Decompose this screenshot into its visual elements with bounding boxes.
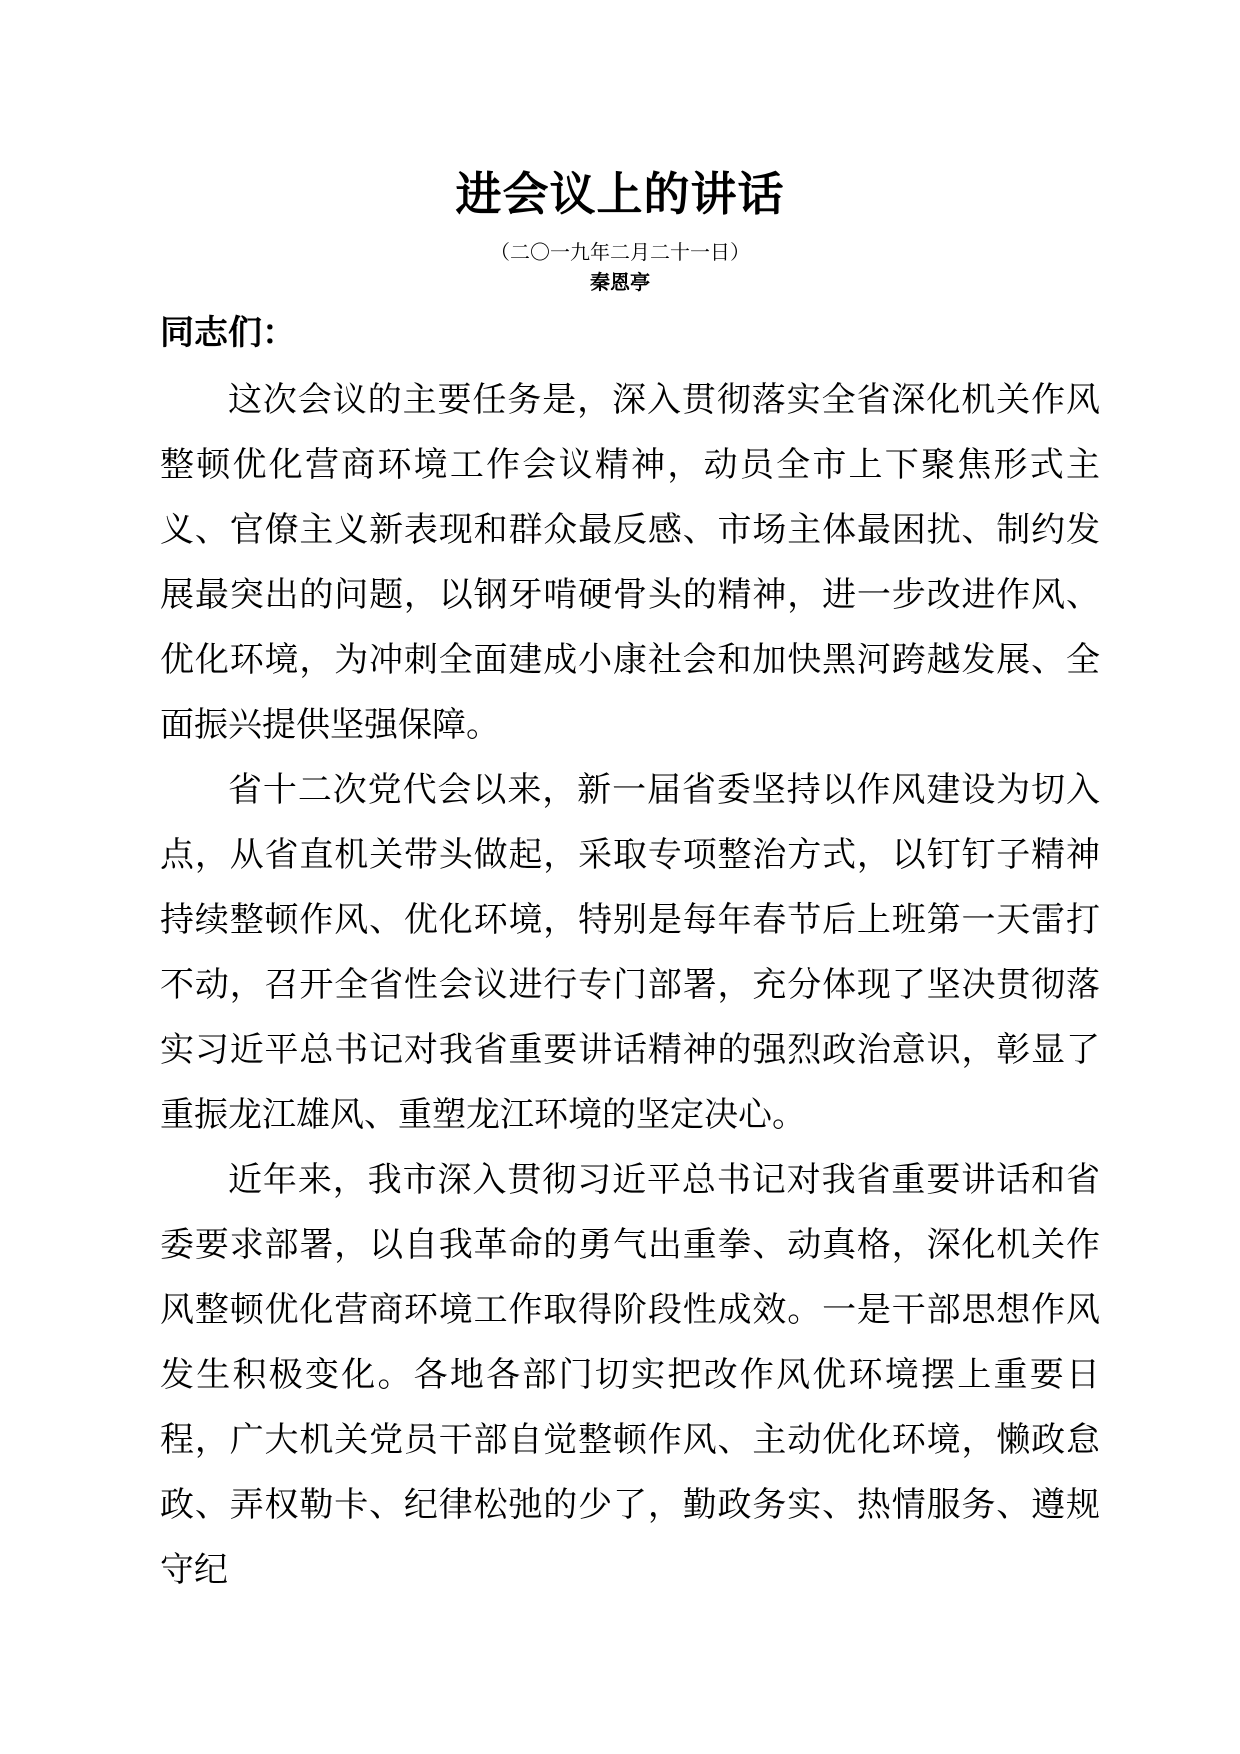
document-author: 秦恩亭 xyxy=(590,270,650,294)
paragraph-3: 近年来，我市深入贯彻习近平总书记对我省重要讲话和省委要求部署，以自我革命的勇气出重拳、动真格，深化机关作风整顿优化营商环境工作取得阶段性成效。一是干部思想作风发生积极变化。各地各部门切实把改作风优环境摆上重要日程，广大机关党员干部自觉整顿作风、主动优化环境，懒政怠政、弄权勒卡、纪律松弛的少了，勤政务实、热情服务、遵规守纪 xyxy=(160,1160,1100,1590)
paragraph-2: 省十二次党代会以来，新一届省委坚持以作风建设为切入点，从省直机关带头做起，采取专项整治方式，以钉钉子精神持续整顿作风、优化环境，特别是每年春节后上班第一天雷打不动，召开全省性会议进行专门部署，充分体现了坚决贯彻落实习近平总书记对我省重要讲话精神的强烈政治意识，彰显了重振龙江雄风、重塑龙江环境的坚定决心。 xyxy=(160,770,1100,1135)
document-title: 进会议上的讲话 xyxy=(455,167,785,221)
salutation: 同志们： xyxy=(160,313,296,353)
document-date: （二〇一九年二月二十一日） xyxy=(490,240,750,264)
document-body xyxy=(160,368,1100,1603)
paragraph-1: 这次会议的主要任务是，深入贯彻落实全省深化机关作风整顿优化营商环境工作会议精神，动员全市上下聚焦形式主义、官僚主义新表现和群众最反感、市场主体最困扰、制约发展最突出的问题，以钢牙啃硬骨头的精神，进一步改进作风、优化环境，为冲刺全面建成小康社会和加快黑河跨越发展、全面振兴提供坚强保障。 xyxy=(160,380,1100,745)
